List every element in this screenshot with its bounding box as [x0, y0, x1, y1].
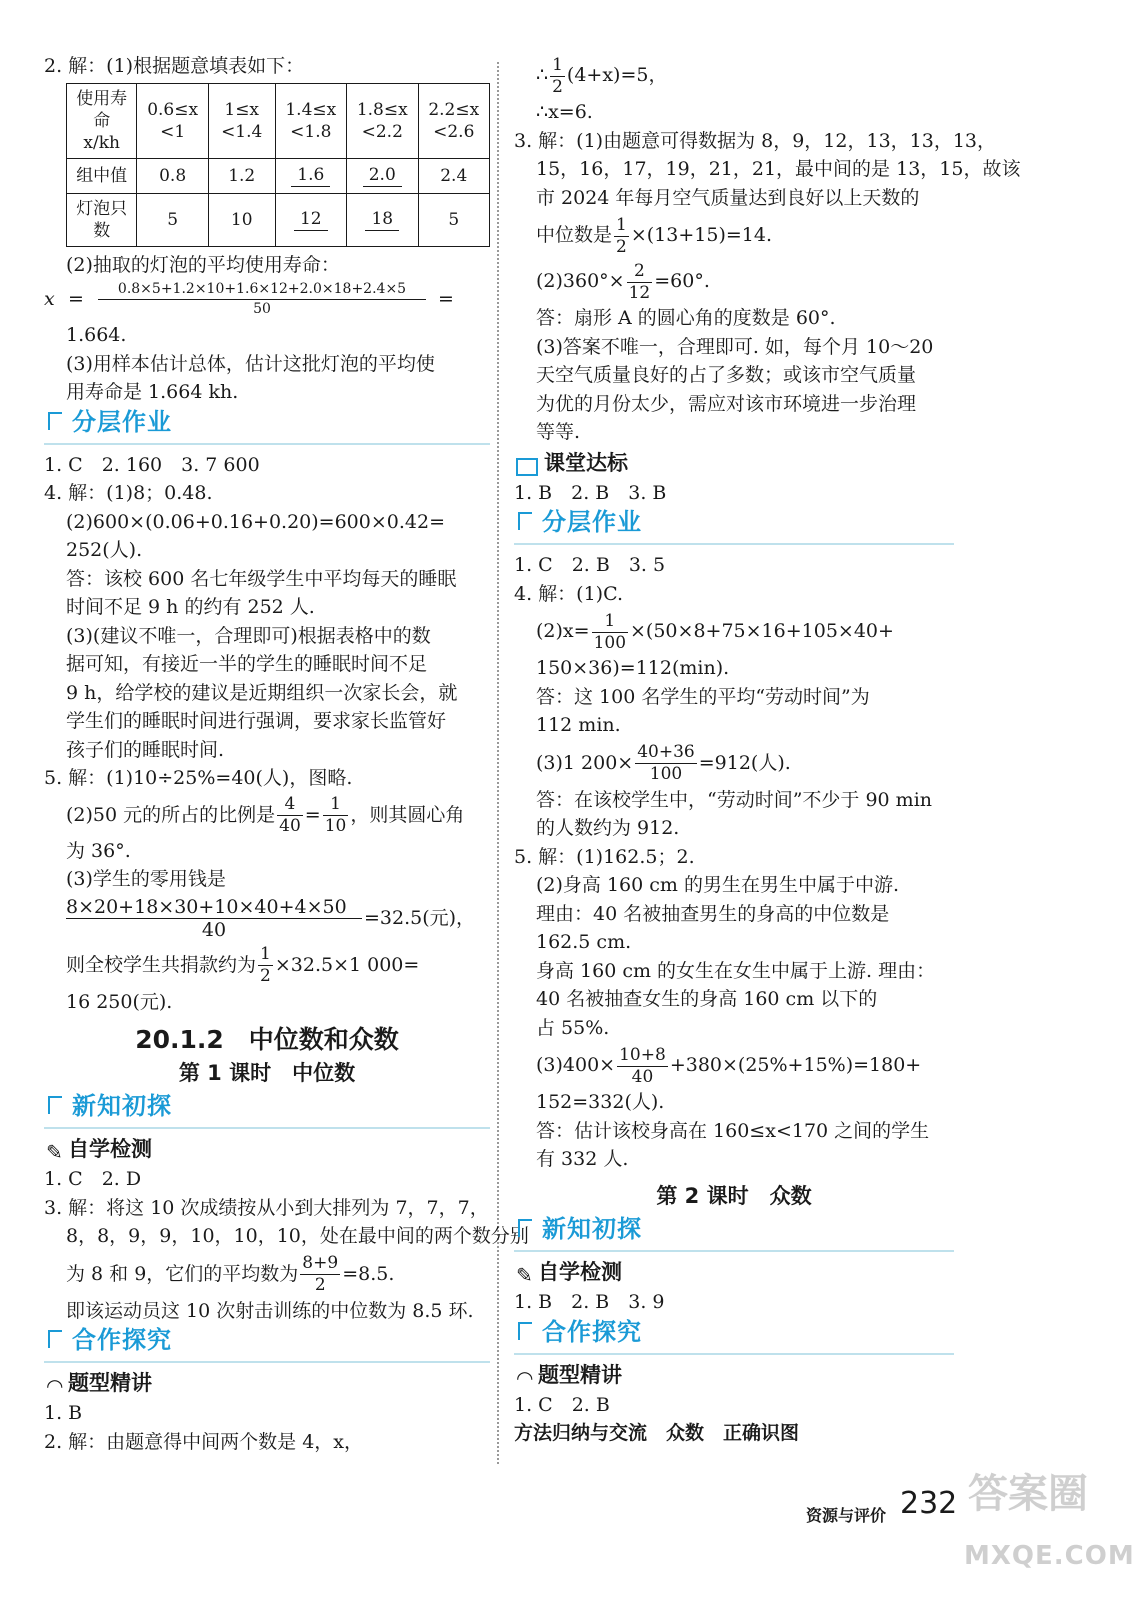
table-cell: 1.2	[208, 158, 275, 193]
pencil-icon: ✎	[516, 1263, 533, 1287]
table-cell: 2.2≤x <2.6	[418, 83, 490, 158]
q2-part2: (2)抽取的灯泡的平均使用寿命：	[66, 253, 340, 276]
q4-line-10: 孩子们的睡眠时间.	[66, 738, 225, 761]
table-cell: 1.6	[275, 158, 346, 193]
fraction-1-2: $\frac{1}{2}$	[552, 54, 563, 97]
mean-denominator: 50	[253, 301, 271, 317]
table-cell: 2.4	[418, 158, 490, 193]
bookmark-icon	[48, 1096, 62, 1114]
sub-lecture-right: ◠ 题型精讲	[514, 1361, 954, 1391]
footer-book-title: 资源与评价	[806, 1506, 887, 1525]
r-q5-line-9: 152=332(人).	[536, 1091, 665, 1113]
r-q5-line-4: 162.5 cm.	[536, 931, 632, 953]
arc-icon: ◠	[46, 1374, 64, 1398]
cont-line-1: ∴ $\frac{1}{2}$ (4+x)=5，	[536, 54, 668, 97]
banner-cooperative-inquiry: 合作探究	[44, 1327, 490, 1363]
table-cell: 0.8	[137, 158, 208, 193]
q4-line-2: (2)600×(0.06+0.16+0.20)=600×0.42=	[66, 510, 446, 533]
q2-part3b: 用寿命是 1.664 kh.	[66, 381, 239, 403]
r-q5-line-1: 5. 解：(1)162.5；2.	[514, 845, 695, 868]
fraction-1-100: $\frac{1}{100}$	[593, 610, 627, 653]
book-icon	[516, 454, 544, 483]
r-q3-line-1: 3. 解：(1)由题意可得数据为 8，9，12，13，13，13，	[514, 129, 997, 152]
fraction-1-10: $\frac{1}{10}$	[324, 794, 347, 836]
q4-line-3: 252(人).	[66, 539, 143, 561]
q4-line-7: 据可知，有接近一半的学生的睡眠时间不足	[66, 653, 428, 675]
r-q4-line-7: 答：在该校学生中，“劳动时间”不少于 90 min	[536, 788, 933, 811]
fraction-8plus9-2: $\frac{8+9}{2}$	[302, 1253, 339, 1295]
mean-result: 1.664.	[66, 324, 127, 346]
r-q4-line-5: 112 min.	[536, 714, 621, 736]
table-cell: 1.4≤x <1.8	[275, 83, 346, 158]
right-column	[514, 52, 1021, 1448]
table-cell: 1.8≤x <2.2	[347, 83, 418, 158]
pocket-money-fraction: $\frac{8\times 20+18\times 30+10\times 40+4\times 50}{40}$	[66, 896, 362, 941]
r-q3-line-10: 等等.	[536, 421, 581, 443]
table-cell: 使用寿命 x/kh	[67, 83, 137, 158]
table-cell: 2.0	[347, 158, 418, 193]
q4-line-9: 学生们的睡眠时间进行强调，要求家长监管好	[66, 710, 447, 732]
answers-self-check: 1. C 2. D	[44, 1168, 142, 1190]
q4-line-8: 9 h，给学校的建议是近期组织一次家长会，就	[66, 681, 458, 704]
table-cell: 1≤x <1.4	[208, 83, 275, 158]
r-q5-line-11: 有 332 人.	[536, 1148, 629, 1170]
page-number: 232	[900, 1486, 958, 1521]
r-q3-line-8: 天空气质量良好的占了多数；或该市空气质量	[536, 364, 917, 386]
r-q5-line-8: (3)400× $\frac{10+8}{40}$ +380×(25%+15%)=180+	[536, 1044, 922, 1087]
banner-new-knowledge-right: 新知初探	[514, 1216, 954, 1252]
table-row	[67, 193, 490, 246]
sub-class-standard: 课堂达标	[514, 449, 954, 479]
q5-line-3: 为 36°.	[66, 839, 131, 862]
r-q5-line-2: (2)身高 160 cm 的男生在男生中属于中游.	[536, 874, 899, 896]
r-q4-line-1: 4. 解：(1)C.	[514, 582, 623, 605]
section-title: 20.1.2 中位数和众数	[135, 1025, 399, 1054]
r-answers-self-check: 1. B 2. B 3. 9	[514, 1291, 665, 1313]
r-q3-line-7: (3)答案不唯一，合理即可. 如，每个月 10～20	[536, 335, 934, 358]
r-q4-line-2: (2)x= $\frac{1}{100}$ ×(50×8+75×16+105×40+	[536, 610, 894, 653]
answers-1-3: 1. C 2. 160 3. 7 600	[44, 453, 260, 476]
table-row	[67, 83, 490, 158]
sub-lecture: ◠ 题型精讲	[44, 1369, 490, 1399]
table-cell: 12	[275, 193, 346, 246]
bookmark-icon	[48, 1330, 62, 1348]
q2b-line: 2. 解：由题意得中间两个数是 4，x，	[44, 1430, 364, 1453]
r-q4-line-3: 150×36)=112(min).	[536, 657, 730, 679]
r-q4-line-4: 答：这 100 名学生的平均“劳动时间”为	[536, 685, 870, 708]
table-cell: 10	[208, 193, 275, 246]
bookmark-icon	[518, 512, 532, 530]
r-answers-class: 1. B 2. B 3. B	[514, 481, 667, 504]
r-q5-line-7: 占 55%.	[536, 1016, 610, 1039]
q4-line-5: 时间不足 9 h 的约有 252 人.	[66, 596, 315, 618]
equals-sign-1: =	[68, 288, 84, 310]
r-q3-line-2: 15，16，17，19，21，21，最中间的是 13，15，故该	[536, 158, 1021, 180]
table-cell: 组中值	[67, 158, 137, 193]
sub-self-check-right: ✎ 自学检测	[514, 1258, 954, 1288]
mean-numerator: 0.8×5+1.2×10+1.6×12+2.0×18+2.4×5	[98, 279, 426, 300]
bookmark-icon	[518, 1322, 532, 1340]
xbar: x	[44, 288, 55, 310]
q5-line-6: 则全校学生共捐款约为 $\frac{1}{2}$ ×32.5×1 000=	[66, 944, 420, 986]
q4-line-6: (3)(建议不唯一，合理即可)根据表格中的数	[66, 624, 431, 647]
r-answers-homework: 1. C 2. B 3. 5	[514, 554, 666, 576]
q4-line-1: 4. 解：(1)8；0.48.	[44, 482, 213, 504]
r-q3-line-3: 市 2024 年每月空气质量达到良好以上天数的	[536, 186, 920, 209]
lesson-title-1: 第 1 课时 中位数	[178, 1060, 356, 1085]
pencil-icon: ✎	[46, 1140, 63, 1164]
q4-line-4: 答：该校 600 名七年级学生中平均每天的睡眠	[66, 567, 457, 590]
method-summary: 方法归纳与交流 众数 正确识图	[514, 1422, 800, 1444]
r-q4-line-8: 的人数约为 912.	[536, 817, 680, 839]
r-q5-line-10: 答：估计该校身高在 160≤x<170 之间的学生	[536, 1119, 930, 1142]
answer-lecture-1: 1. B	[44, 1402, 83, 1424]
table-cell: 5	[137, 193, 208, 246]
r-q4-line-6: (3)1 200× $\frac{40+36}{100}$ =912(人).	[536, 742, 791, 784]
watermark-logo: 答案圈 MXQE.COM	[964, 1471, 1135, 1571]
r-q5-line-5: 身高 160 cm 的女生在女生中属于上游. 理由：	[536, 959, 936, 982]
mean-fraction	[98, 279, 426, 318]
q5-line-5: $\frac{8\times 20+18\times 30+10\times 40+4\times 50}{40}$ =32.5(元)，	[66, 895, 476, 941]
fraction-4-40: $\frac{4}{40}$	[279, 794, 301, 836]
table-cell: 灯泡只数	[67, 193, 137, 246]
r-q3-line-5: (2)360°× $\frac{2}{12}$ =60°.	[536, 260, 710, 303]
table-cell: 5	[418, 193, 490, 246]
q5-line-4: (3)学生的零用钱是	[66, 868, 226, 890]
q2-part3a: (3)用样本估计总体，估计这批灯泡的平均使	[66, 352, 435, 375]
banner-cooperative-inquiry-right: 合作探究	[514, 1319, 954, 1355]
left-column	[44, 52, 529, 1456]
banner-new-knowledge: 新知初探	[44, 1093, 490, 1129]
q2-intro: 2. 解：(1)根据题意填表如下：	[44, 55, 305, 77]
q3-line-2: 8，8，9，9，10，10，10，处在最中间的两个数分别	[66, 1225, 529, 1247]
q5-line-1: 5. 解：(1)10÷25%=40(人)，图略.	[44, 767, 353, 789]
q5-line-2: (2)50 元的所占的比例是 $\frac{4}{40}$ = $\frac{1}{10}$ ，则其圆心角	[66, 794, 465, 836]
bookmark-icon	[48, 412, 62, 430]
q5-line-7: 16 250(元).	[66, 990, 173, 1013]
fraction-2-12: $\frac{2}{12}$	[628, 260, 651, 303]
table-row	[67, 158, 490, 193]
sub-self-check: ✎ 自学检测	[44, 1135, 490, 1165]
fraction-1-2: $\frac{1}{2}$	[260, 944, 271, 986]
r-q3-line-9: 为优的月份太少，需应对该市环境进一步治理	[536, 392, 917, 415]
bookmark-icon	[518, 1219, 532, 1237]
r-q3-line-6: 答：扇形 A 的圆心角的度数是 60°.	[536, 307, 836, 329]
table-cell: 0.6≤x <1	[137, 83, 208, 158]
q3-line-4: 即该运动员这 10 次射击训练的中位数为 8.5 环.	[66, 1299, 474, 1322]
fraction-1-2: $\frac{1}{2}$	[616, 214, 627, 257]
r-answers-lecture: 1. C 2. B	[514, 1393, 610, 1416]
equals-sign-2: =	[438, 288, 454, 310]
fraction-18-40: $\frac{10+8}{40}$	[619, 1044, 666, 1087]
q3-line-3: 为 8 和 9，它们的平均数为 $\frac{8+9}{2}$ =8.5.	[66, 1253, 395, 1295]
r-q5-line-6: 40 名被抽查女生的身高 160 cm 以下的	[536, 988, 878, 1010]
mean-equation	[44, 279, 490, 321]
fraction-76-100: $\frac{40+36}{100}$	[637, 742, 695, 784]
table-cell: 18	[347, 193, 418, 246]
lesson-title-2: 第 2 课时 众数	[656, 1183, 812, 1208]
r-q3-line-4: 中位数是 $\frac{1}{2}$ ×(13+15)=14.	[536, 214, 772, 257]
q3-line-1: 3. 解：将这 10 次成绩按从小到大排列为 7，7，7，	[44, 1196, 489, 1219]
banner-layered-homework-right: 分层作业	[514, 509, 954, 545]
cont-line-2: ∴x=6.	[536, 101, 593, 123]
lifespan-table	[66, 83, 490, 247]
arc-icon: ◠	[516, 1365, 534, 1390]
r-q5-line-3: 理由：40 名被抽查男生的身高的中位数是	[536, 902, 890, 925]
column-divider	[497, 62, 499, 1464]
banner-layered-homework: 分层作业	[44, 409, 490, 445]
